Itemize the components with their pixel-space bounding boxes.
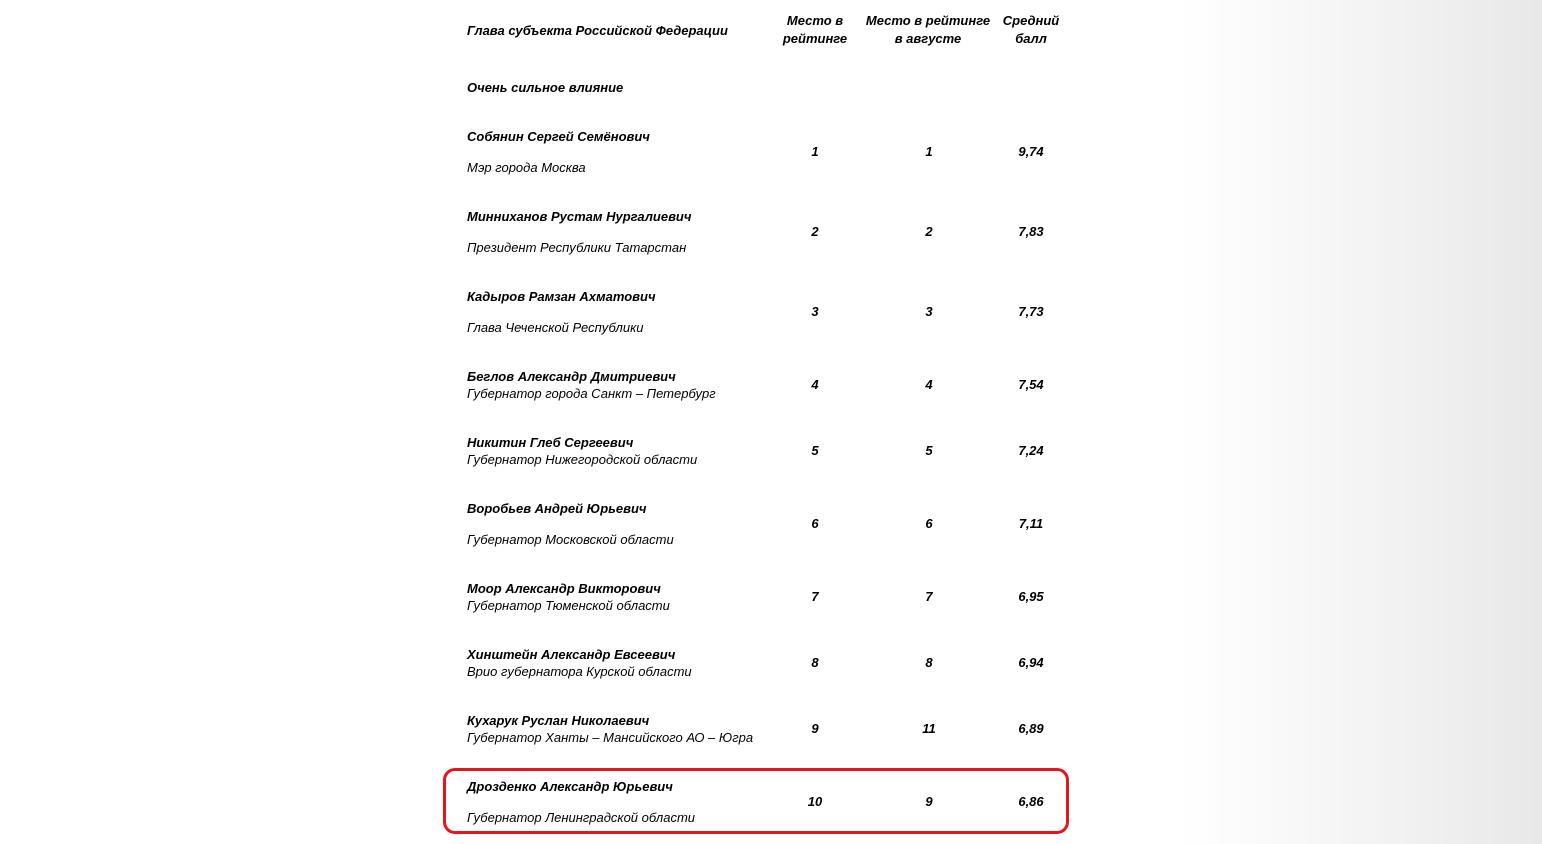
row-august-rank: 4: [925, 377, 933, 392]
header-score-line1: Средний: [1002, 13, 1060, 28]
row-rank: 1: [811, 144, 819, 159]
header-score-line2: балл: [1015, 31, 1047, 46]
row-score: 6,89: [1018, 721, 1044, 736]
row-score: 7,11: [1018, 516, 1044, 531]
row-score: 7,73: [1018, 304, 1044, 319]
row-rank: 7: [811, 589, 819, 604]
row-name: Беглов Александр Дмитриевич: [467, 369, 676, 384]
header-august-line2: в августе: [894, 31, 962, 46]
row-title: Врио губернатора Курской области: [467, 664, 692, 679]
row-august-rank: 6: [925, 516, 933, 531]
header-august-line1: Место в рейтинге: [865, 13, 991, 28]
section-title: Очень сильное влияние: [467, 80, 624, 95]
row-title: Губернатор Нижегородской области: [467, 452, 698, 467]
row-score: 9,74: [1018, 144, 1044, 159]
row-title: Губернатор Ханты – Мансийского АО – Югра: [467, 730, 754, 745]
row-title: Президент Республики Татарстан: [467, 240, 687, 255]
row-name: Моор Александр Викторович: [467, 581, 661, 596]
row-name: Кадыров Рамзан Ахматович: [467, 289, 656, 304]
row-rank: 5: [811, 443, 819, 458]
row-score: 7,54: [1018, 377, 1044, 392]
row-name: Дрозденко Александр Юрьевич: [467, 779, 673, 794]
row-august-rank: 9: [925, 794, 933, 809]
row-rank: 4: [811, 377, 819, 392]
row-rank: 10: [807, 794, 823, 809]
row-august-rank: 2: [925, 224, 933, 239]
row-rank: 3: [811, 304, 819, 319]
row-score: 7,24: [1018, 443, 1044, 458]
row-rank: 2: [811, 224, 819, 239]
header-august-column: [858, 12, 998, 48]
row-name: Кухарук Руслан Николаевич: [467, 713, 650, 728]
header-rank-column: [765, 12, 865, 48]
row-title: Губернатор города Санкт – Петербург: [467, 386, 716, 401]
row-august-rank: 11: [922, 721, 936, 736]
row-name: Воробьев Андрей Юрьевич: [467, 501, 647, 516]
row-rank: 6: [811, 516, 819, 531]
row-title: Губернатор Ленинградской области: [467, 810, 696, 825]
row-rank: 9: [811, 721, 819, 736]
row-score: 7,83: [1018, 224, 1044, 239]
row-august-rank: 5: [925, 443, 933, 458]
row-title: Губернатор Московской области: [467, 532, 674, 547]
row-score: 6,94: [1018, 655, 1044, 670]
row-august-rank: 7: [925, 589, 933, 604]
row-title: Губернатор Тюменской области: [467, 598, 670, 613]
header-name-column: Глава субъекта Российской Федерации: [467, 23, 728, 38]
row-name: Собянин Сергей Семёнович: [467, 129, 650, 144]
row-name: Хинштейн Александр Евсеевич: [467, 647, 676, 662]
row-august-rank: 1: [925, 144, 933, 159]
row-title: Глава Чеченской Республики: [467, 320, 644, 335]
row-name: Минниханов Рустам Нургалиевич: [467, 209, 692, 224]
row-name: Никитин Глеб Сергеевич: [467, 435, 634, 450]
header-rank-line1: Место в: [786, 13, 844, 28]
header-score-column: [991, 12, 1071, 48]
row-rank: 8: [811, 655, 819, 670]
row-title: Мэр города Москва: [467, 160, 586, 175]
row-august-rank: 3: [925, 304, 933, 319]
row-score: 6,95: [1018, 589, 1044, 604]
header-rank-line2: рейтинге: [782, 31, 848, 46]
row-score: 6,86: [1018, 794, 1044, 809]
row-august-rank: 8: [925, 655, 933, 670]
